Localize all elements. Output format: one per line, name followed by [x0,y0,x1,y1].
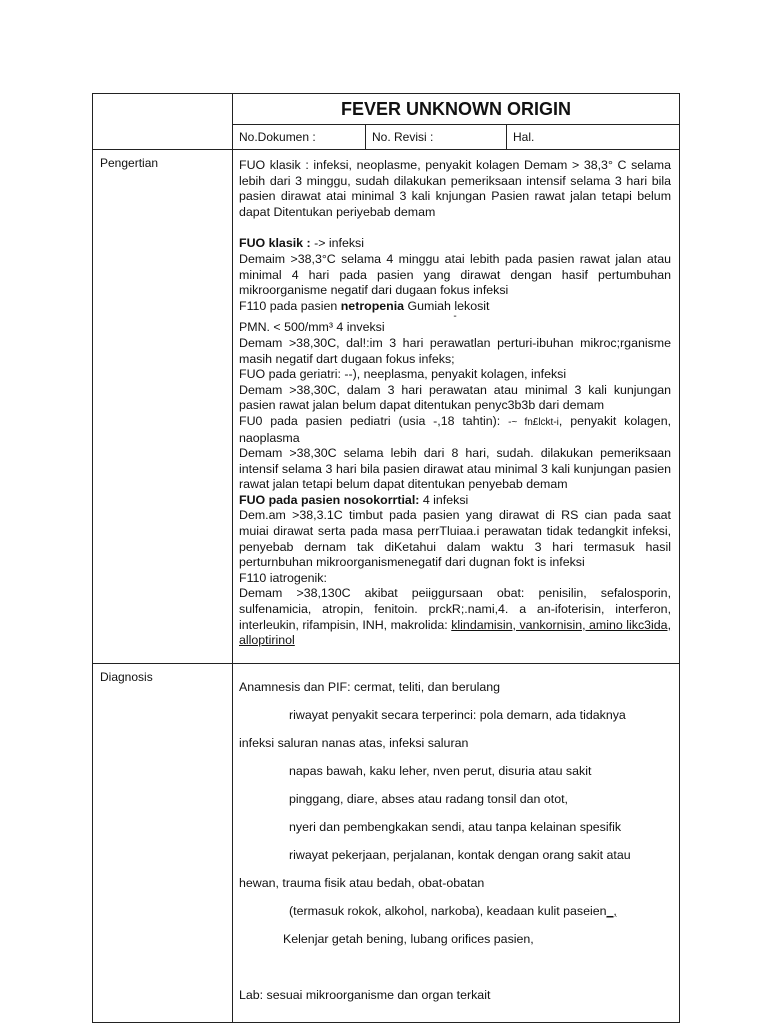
mark: - [453,311,457,323]
neutropenia-post: Gumiah lekosit [404,298,490,313]
no-dokumen-cell: No.Dokumen : [233,125,366,150]
logo-cell [93,94,233,150]
pengertian-row [93,150,680,664]
fuo-klasik-bold: FUO klasik : [239,236,311,251]
header-row-title [93,94,680,125]
no-revisi-cell: No. Revisi : [366,125,507,150]
nosokomial-rest: 4 infeksi [419,492,469,507]
fuo-klasik-text: Demaim >38,3°C selama 4 minggu atai lebith pada pasien rawat jalan atau minimal 4 hari pada pasien yang dirawat dengan hasif pertumbuhan mikroorganisme negatif dari dugaan fokus infeksi [239,251,672,298]
pmn-text: Demam >38,30C, dal!:im 3 hari perawatlan perturi-ibuhan mikroc;rganisme masih negatif dart dugaan fokus infeks; [239,335,672,366]
diag-line-body: (termasuk rokok, alkohol, narkoba), keadaan kulit paseien [289,904,607,919]
diag-line: riwayat pekerjaan, perjalanan, kontak dengan orang sakit atau [289,848,631,863]
intro-paragraph: FUO klasik : infeksi, neoplasme, penyakit kolagen Demam > 38,3° C selama lebih dari 3 minggu, sudah dilakukan pemeriksaan intensif selama 3 hari bila pasien dirawat atai minimal 3 kali knjungan Pasien rawat jalan tetapi belum dapat Ditentukan periyebab demam [239,158,672,219]
fuo-klasik-rest: -> infeksi [310,236,364,251]
diag-line: Kelenjar getah bening, lubang orifices pasien, [283,932,534,947]
pmn-line: PMN. < 500/mm³ 4 inveksi [239,320,385,335]
geriatri-heading: FUO pada geriatri: --), neeplasma, penyakit kolagen, infeksi [239,367,567,382]
iatrogenik-text [239,586,671,648]
pengertian-label: Pengertian [93,150,233,664]
nosokomial-text: Dem.am >38,3.1C timbut pada pasien yang dirawat di RS cian pada saat muiai dirawat serta pada masa perrTluiaa.i perawatan tidak tedangkit infeksi, penyebab dernam tak diKetahui dalam waktu 3 hari termasuk hasil perturnbuhan mikroorganismenegatif dari dugnan fokt is infeksi [239,508,672,570]
diag-line: Anamnesis dan PIF: cermat, teliti, dan berulang [239,680,501,695]
pediatri-small: -~ fn£lckt-i [508,416,559,428]
diag-line [239,904,671,920]
diagnosis-row [93,663,680,1023]
diag-line: pinggang, diare, abses atau radang tonsil dan otot, [289,792,568,807]
pediatri-text: Demam >38,30C selama lebih dari 8 hari, sudah. dilakukan pemeriksaan intensif selama 3 hari bila pasien dirawat atau minimal 3 kali kunjungan pasien rawat jalan tetapi belum dapat ditentukan penyebab demam [239,446,672,492]
diag-line: infeksi saluran nanas atas, infeksi saluran [239,736,469,751]
pediatri-heading [239,414,671,446]
diag-line: nyeri dan pembengkakan sendi, atau tanpa kelainan spesifik [289,820,622,835]
fuo-klasik-heading [239,236,671,252]
diag-line: hewan, trauma fisik atau bedah, obat-obatan [239,876,485,891]
pediatri-pre: FU0 pada pasien pediatri (usia -,18 tahtin): [239,413,509,428]
diagnosis-content [233,663,680,1023]
iatrogenik-underlined: klindamisin, vankornisin, amino likc3ida, alloptirinol [239,617,672,648]
geriatri-text: Demam >38,30C, dalam 3 hari perawatan atau minimal 3 kali kunjungan pasien rawat jalan belum dapat ditentukan penyc3b3b dari demam [239,382,672,413]
diag-line: napas bawah, kaku leher, nven perut, disuria atau sakit [289,764,592,779]
document-table [92,93,680,1023]
neutropenia-bold: netropenia [340,298,405,313]
pengertian-content [233,150,680,664]
iatrogenik-body: Demam >38,130C akibat peiiggursaan obat: penisilin, sefalosporin, sulfenamicia, atropin, fenitoin. prckR;.nami,4. a an-ifoterisin, interferon, interleukin, rifampisin, INH, makrolida: [239,586,672,632]
nosokomial-heading [239,493,671,509]
lab-line: Lab: sesuai mikroorganisme dan organ terkait [239,988,491,1003]
document-title: FEVER UNKNOWN ORIGIN [233,94,680,125]
pediatri-post: , penyakit kolagen, naoplasma [239,413,672,445]
hal-cell: Hal. [507,125,680,150]
diag-line: riwayat penyakit secara terperinci: pola demarn, ada tidaknya [289,708,626,723]
iatrogenik-heading: F110 iatrogenik: [239,570,327,585]
neutropenia-pre: F110 pada pasien [239,298,341,313]
nosokomial-bold: FUO pada pasien nosokorrtial: [239,492,420,507]
diag-line-underlined: _, [606,904,617,919]
diagnosis-label: Diagnosis [93,663,233,1023]
